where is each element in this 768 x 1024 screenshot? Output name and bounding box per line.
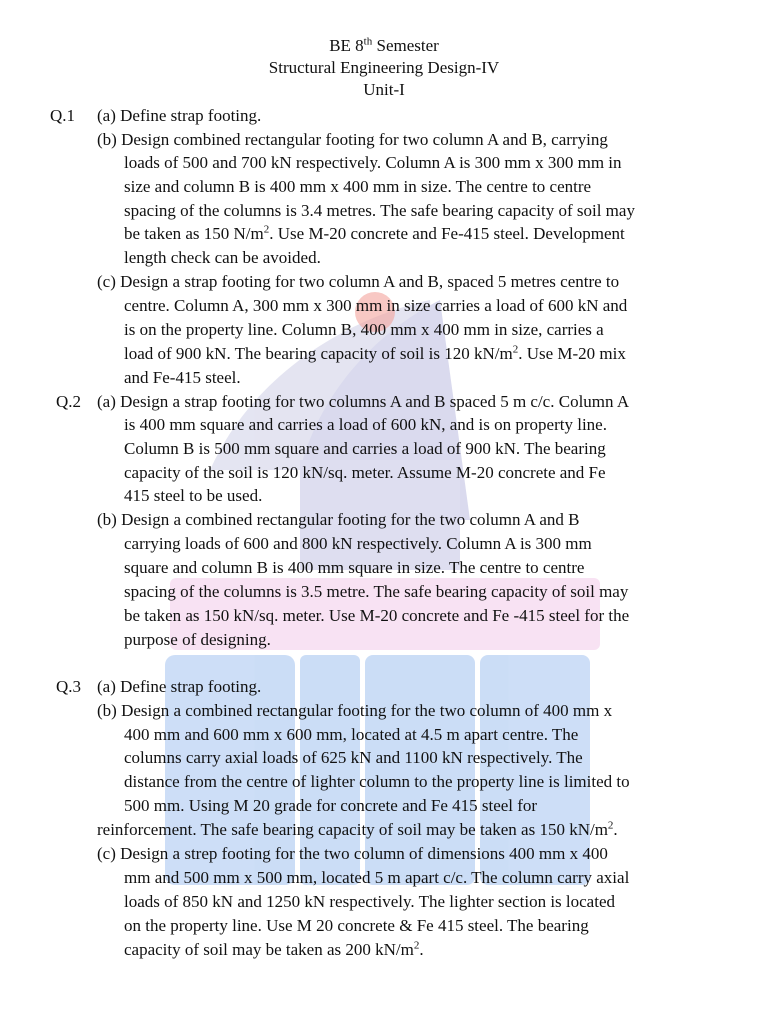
question-line: reinforcement. The safe bearing capacity of soil may be taken as 150 $kN/m^2$.: [97, 819, 618, 839]
question-line: mm and 500 mm x 500 mm, located 5 m apart c/c. The column carry axial: [124, 868, 630, 887]
question-line: capacity of soil may be taken as 200 $kN/m^2$.: [124, 939, 424, 959]
question-line: 400 mm and 600 mm x 600 mm, located at 4.5 m apart centre. The: [124, 725, 579, 744]
question-line: (c) Design a strep footing for the two column of dimensions 400 mm x 400: [97, 844, 608, 863]
question-line: length check can be avoided.: [124, 248, 321, 267]
unit-title: Unit-I: [363, 80, 405, 99]
semester-word: Semester: [372, 36, 439, 55]
semester-ordinal: th: [363, 35, 373, 48]
question-line: (b) Design a combined rectangular footing for the two column A and B: [97, 510, 580, 529]
question-line: capacity of the soil is 120 kN/sq. meter. Assume M-20 concrete and Fe: [124, 463, 606, 482]
question-number: Q.2: [56, 392, 82, 411]
question-line: square and column B is 400 mm square in size. The centre to centre: [124, 558, 585, 577]
question-line: loads of 850 kN and 1250 kN respectively. The lighter section is located: [124, 892, 615, 911]
semester-text: BE 8: [329, 36, 364, 55]
question-line: carrying loads of 600 and 800 kN respectively. Column A is 300 mm: [124, 534, 592, 553]
question-line: be taken as 150 kN/sq. meter. Use M-20 concrete and Fe -415 steel for the: [124, 606, 630, 625]
question-number: Q.3: [56, 677, 82, 696]
question-number: Q.1: [50, 106, 76, 125]
question-line: on the property line. Use M 20 concrete & Fe 415 steel. The bearing: [124, 916, 589, 935]
document-header: [0, 35, 768, 101]
question-line: (b) Design a combined rectangular footing for the two column of 400 mm x: [97, 701, 613, 720]
question-line: purpose of designing.: [124, 630, 271, 649]
question-line: centre. Column A, 300 mm x 300 mm in size carries a load of 600 kN and: [124, 296, 628, 315]
question-line: load of 900 kN. The bearing capacity of soil is 120 $kN/m^2$. Use M-20 mix: [124, 343, 626, 363]
question-line: spacing of the columns is 3.4 metres. The safe bearing capacity of soil may: [124, 201, 635, 220]
question-line: and Fe-415 steel.: [124, 368, 241, 387]
question-line: is on the property line. Column B, 400 mm x 400 mm in size, carries a: [124, 320, 604, 339]
question-line: (b) Design combined rectangular footing for two column A and B, carrying: [97, 130, 608, 149]
question-line: (a) Define strap footing.: [97, 677, 262, 696]
question-line: columns carry axial loads of 625 kN and 1100 kN respectively. The: [124, 748, 583, 767]
question-line: Column B is 500 mm square and carries a load of 900 kN. The bearing: [124, 439, 606, 458]
question-line: be taken as 150 $N/m^2$. Use M-20 concrete and Fe-415 steel. Development: [124, 223, 625, 243]
course-title: Structural Engineering Design-IV: [268, 58, 500, 77]
question-line: is 400 mm square and carries a load of 600 kN, and is on property line.: [124, 415, 607, 434]
question-line: size and column B is 400 mm x 400 mm in size. The centre to centre: [124, 177, 592, 196]
question-line: distance from the centre of lighter column to the property line is limited to: [124, 772, 630, 791]
question-line: 415 steel to be used.: [124, 486, 263, 505]
question-line: loads of 500 and 700 kN respectively. Column A is 300 mm x 300 mm in: [124, 153, 622, 172]
semester-line: [0, 35, 768, 57]
question-line: (a) Define strap footing.: [97, 106, 262, 125]
question-line: spacing of the columns is 3.5 metre. The safe bearing capacity of soil may: [124, 582, 629, 601]
question-line: (c) Design a strap footing for two column A and B, spaced 5 metres centre to: [97, 272, 620, 291]
question-line: 500 mm. Using M 20 grade for concrete and Fe 415 steel for: [124, 796, 538, 815]
question-line: (a) Design a strap footing for two columns A and B spaced 5 m c/c. Column A: [97, 392, 630, 411]
